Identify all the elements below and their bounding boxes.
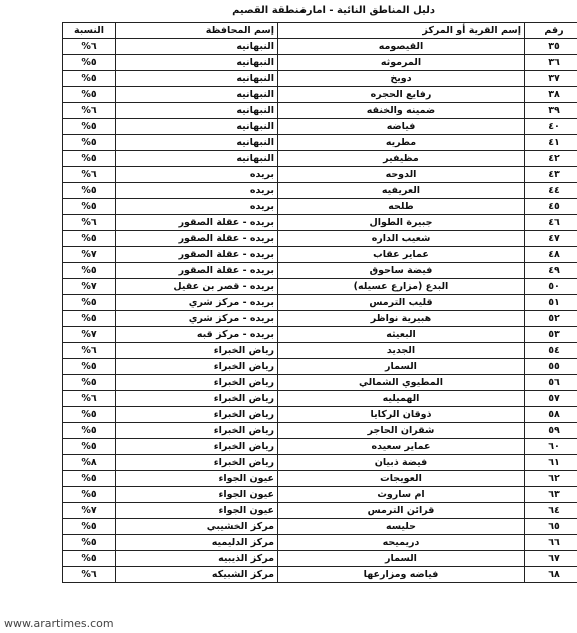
village-name: شقران الحاجر [278, 423, 525, 439]
row-number: ٦٦ [525, 535, 577, 551]
percentage: ٦% [63, 39, 116, 55]
row-number: ٤٥ [525, 199, 577, 215]
governorate-name: رياض الخبراء [116, 375, 278, 391]
table-row [63, 71, 577, 87]
village-name: المطيوي الشمالي [278, 375, 525, 391]
percentage: ٥% [63, 487, 116, 503]
governorate-name: رياض الخبراء [116, 359, 278, 375]
table-row [63, 215, 577, 231]
village-name: طلحه [278, 199, 525, 215]
table-row [63, 279, 577, 295]
governorate-name: النبهانيه [116, 71, 278, 87]
column-header-governorate: إسم المحافظة [116, 23, 278, 39]
governorate-name: عيون الجواء [116, 471, 278, 487]
row-number: ٥٩ [525, 423, 577, 439]
table-row [63, 311, 577, 327]
percentage: ٥% [63, 55, 116, 71]
row-number: ٣٥ [525, 39, 577, 55]
table-row [63, 487, 577, 503]
table-row [63, 103, 577, 119]
table-row [63, 87, 577, 103]
row-number: ٣٧ [525, 71, 577, 87]
row-number: ٤٨ [525, 247, 577, 263]
governorate-name: رياض الخبراء [116, 407, 278, 423]
table-row [63, 391, 577, 407]
village-name: ام ساروث [278, 487, 525, 503]
percentage: ٦% [63, 103, 116, 119]
governorate-name: بريده - مركز شري [116, 295, 278, 311]
governorate-name: بريده [116, 167, 278, 183]
table-row [63, 135, 577, 151]
row-number: ٤٣ [525, 167, 577, 183]
page-header [0, 5, 577, 19]
governorate-name: بريده [116, 183, 278, 199]
table-row [63, 503, 577, 519]
row-number: ٤٠ [525, 119, 577, 135]
percentage: ٧% [63, 503, 116, 519]
row-number: ٤٤ [525, 183, 577, 199]
governorate-name: بريده - مركز قبه [116, 327, 278, 343]
governorate-name: بريده [116, 199, 278, 215]
village-name: دويخ [278, 71, 525, 87]
governorate-name: عيون الجواء [116, 487, 278, 503]
village-name: شعيب الداره [278, 231, 525, 247]
village-name: قرائن الترمس [278, 503, 525, 519]
column-header-number: رقم [525, 23, 577, 39]
table-row [63, 423, 577, 439]
table-row [63, 295, 577, 311]
percentage: ٦% [63, 215, 116, 231]
table-row [63, 375, 577, 391]
governorate-name: النبهانيه [116, 55, 278, 71]
row-number: ٦٣ [525, 487, 577, 503]
row-number: ٤٢ [525, 151, 577, 167]
row-number: ٣٦ [525, 55, 577, 71]
village-name: جبيرة الطوال [278, 215, 525, 231]
governorate-name: رياض الخبراء [116, 391, 278, 407]
village-name: المرموثه [278, 55, 525, 71]
village-name: البعيثه [278, 327, 525, 343]
village-name: حليسه [278, 519, 525, 535]
table-row [63, 343, 577, 359]
table-row [63, 55, 577, 71]
governorate-name: بريده - عقلة الصقور [116, 215, 278, 231]
row-number: ٦١ [525, 455, 577, 471]
village-name: عماير سعيده [278, 439, 525, 455]
row-number: ٥٢ [525, 311, 577, 327]
governorate-name: النبهانيه [116, 151, 278, 167]
table-row [63, 231, 577, 247]
governorate-name: النبهانيه [116, 135, 278, 151]
table-row [63, 39, 577, 55]
percentage: ٥% [63, 151, 116, 167]
village-name: السمار [278, 551, 525, 567]
village-name: قليب الترمس [278, 295, 525, 311]
row-number: ٦٠ [525, 439, 577, 455]
governorate-name: رياض الخبراء [116, 343, 278, 359]
table-row [63, 247, 577, 263]
percentage: ٦% [63, 343, 116, 359]
region-title: منطقة القصيم [232, 5, 305, 16]
percentage: ٧% [63, 247, 116, 263]
table-row [63, 199, 577, 215]
row-number: ٦٢ [525, 471, 577, 487]
row-number: ٤٧ [525, 231, 577, 247]
governorate-name: بريده - عقلة الصقور [116, 231, 278, 247]
percentage: ٥% [63, 423, 116, 439]
governorate-name: مركز الشبيكه [116, 567, 278, 583]
governorate-name: مركز الذيبيه [116, 551, 278, 567]
percentage: ٥% [63, 295, 116, 311]
table-row [63, 519, 577, 535]
row-number: ٤١ [525, 135, 577, 151]
village-name: البدع (مزارع عسيله) [278, 279, 525, 295]
percentage: ٥% [63, 71, 116, 87]
row-number: ٣٨ [525, 87, 577, 103]
table-row [63, 359, 577, 375]
village-name: ضمينه والخنقه [278, 103, 525, 119]
governorate-name: بريده - عقلة الصقور [116, 263, 278, 279]
percentage: ٥% [63, 471, 116, 487]
table-body [63, 39, 577, 583]
table-row [63, 455, 577, 471]
village-name: فياضه ومزارعها [278, 567, 525, 583]
table-row [63, 183, 577, 199]
row-number: ٦٨ [525, 567, 577, 583]
row-number: ٥٦ [525, 375, 577, 391]
table-row [63, 119, 577, 135]
village-name: فيضة ساحوق [278, 263, 525, 279]
table-row [63, 471, 577, 487]
governorate-name: رياض الخبراء [116, 423, 278, 439]
row-number: ٦٤ [525, 503, 577, 519]
governorate-name: عيون الجواء [116, 503, 278, 519]
governorate-name: بريده - مركز شري [116, 311, 278, 327]
percentage: ٥% [63, 231, 116, 247]
percentage: ٨% [63, 455, 116, 471]
village-name: القيصومه [278, 39, 525, 55]
village-name: رفايع الحجره [278, 87, 525, 103]
percentage: ٥% [63, 375, 116, 391]
table-row [63, 167, 577, 183]
village-name: مطريه [278, 135, 525, 151]
percentage: ٥% [63, 535, 116, 551]
governorate-name: رياض الخبراء [116, 439, 278, 455]
row-number: ٥٣ [525, 327, 577, 343]
table-row [63, 439, 577, 455]
village-name: الهميليه [278, 391, 525, 407]
percentage: ٧% [63, 327, 116, 343]
row-number: ٥١ [525, 295, 577, 311]
village-name: السمار [278, 359, 525, 375]
governorate-name: بريده - قصر بن عقيل [116, 279, 278, 295]
village-name: عماير عقاب [278, 247, 525, 263]
percentage: ٥% [63, 263, 116, 279]
column-header-percent: النسبة [63, 23, 116, 39]
village-name: فياضه [278, 119, 525, 135]
village-name: العريفيه [278, 183, 525, 199]
percentage: ٥% [63, 407, 116, 423]
table-row [63, 151, 577, 167]
governorate-name: مركز الخشيبي [116, 519, 278, 535]
percentage: ٦% [63, 167, 116, 183]
table-row [63, 407, 577, 423]
governorate-name: النبهانيه [116, 87, 278, 103]
table-row [63, 263, 577, 279]
percentage: ٥% [63, 311, 116, 327]
village-name: دريميحه [278, 535, 525, 551]
row-number: ٥٨ [525, 407, 577, 423]
percentage: ٧% [63, 279, 116, 295]
villages-table [62, 22, 577, 583]
village-name: العويجات [278, 471, 525, 487]
percentage: ٥% [63, 519, 116, 535]
row-number: ٤٩ [525, 263, 577, 279]
percentage: ٦% [63, 567, 116, 583]
table-header-row [63, 23, 577, 39]
village-name: فيضة ذبيان [278, 455, 525, 471]
row-number: ٣٩ [525, 103, 577, 119]
percentage: ٦% [63, 391, 116, 407]
table-row [63, 535, 577, 551]
governorate-name: رياض الخبراء [116, 455, 278, 471]
governorate-name: النبهانيه [116, 39, 278, 55]
percentage: ٥% [63, 199, 116, 215]
column-header-name: إسم القرية أو المركز [278, 23, 525, 39]
village-name: الدوحه [278, 167, 525, 183]
site-watermark: www.arartimes.com [4, 617, 114, 630]
village-name: ذوقان الركايا [278, 407, 525, 423]
row-number: ٥٧ [525, 391, 577, 407]
percentage: ٥% [63, 359, 116, 375]
percentage: ٥% [63, 551, 116, 567]
percentage: ٥% [63, 135, 116, 151]
governorate-name: النبهانيه [116, 119, 278, 135]
village-name: هبيرية نواظر [278, 311, 525, 327]
row-number: ٥٠ [525, 279, 577, 295]
document-title: دليل المناطق النائية - امارة [300, 5, 435, 16]
row-number: ٦٧ [525, 551, 577, 567]
table-row [63, 327, 577, 343]
row-number: ٥٤ [525, 343, 577, 359]
governorate-name: مركز الدليميه [116, 535, 278, 551]
percentage: ٥% [63, 439, 116, 455]
governorate-name: النبهانيه [116, 103, 278, 119]
village-name: مظيفير [278, 151, 525, 167]
percentage: ٥% [63, 119, 116, 135]
row-number: ٦٥ [525, 519, 577, 535]
row-number: ٥٥ [525, 359, 577, 375]
governorate-name: بريده - عقلة الصقور [116, 247, 278, 263]
table-row [63, 551, 577, 567]
row-number: ٤٦ [525, 215, 577, 231]
table-row [63, 567, 577, 583]
percentage: ٥% [63, 87, 116, 103]
percentage: ٥% [63, 183, 116, 199]
village-name: الجديد [278, 343, 525, 359]
